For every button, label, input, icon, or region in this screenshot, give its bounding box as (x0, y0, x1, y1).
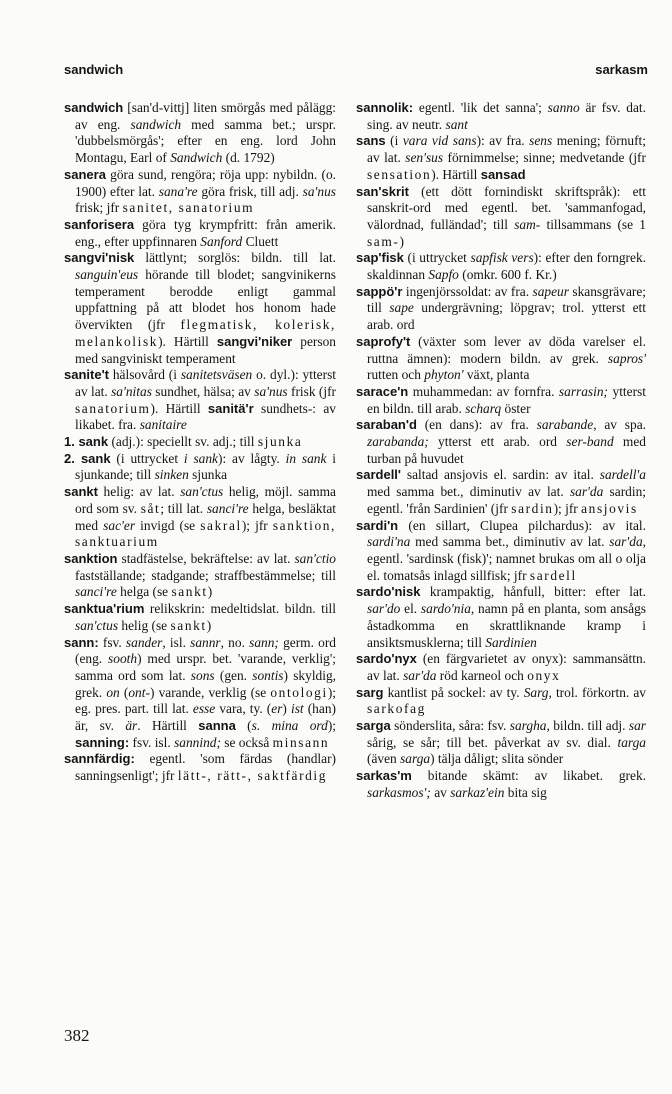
definition-text: sundhets-: av likabet. fra. (75, 400, 336, 433)
cross-reference: sakral (200, 517, 242, 533)
cross-reference: sjunka (257, 434, 303, 450)
definition-text: sjunka (188, 467, 228, 483)
definition-text: ): av fra. (476, 133, 530, 149)
italic-text: sanci're (206, 500, 249, 516)
italic-text: sen'sus (405, 150, 444, 166)
headword: sankt (64, 484, 98, 500)
definition-text: med turban på huvudet (367, 434, 646, 466)
definition-text: helig, möjl. samma ord som sv. (75, 484, 336, 516)
definition-text: invigd (se (135, 517, 201, 533)
definition-text: ): av lågty. (218, 450, 286, 466)
italic-text: ont- (128, 684, 150, 700)
definition-text: (han) är, sv. (75, 701, 336, 734)
headword: sardo'nyx (356, 651, 417, 667)
italic-text: sana're (158, 183, 198, 199)
italic-text: sar'da (403, 667, 437, 683)
italic-text: sape (389, 300, 414, 316)
cross-reference: minsann (272, 734, 330, 750)
definition-text: rutten och (367, 367, 425, 383)
headword: sandwich (64, 100, 124, 115)
definition-text: ) (399, 233, 404, 249)
dictionary-entry (356, 250, 646, 283)
italic-text: sanitaire (139, 417, 187, 433)
definition-text: bita sig (504, 784, 547, 800)
dictionary-entry (356, 467, 646, 517)
definition-text: (en sillart, Clupea pilchardus): av ital. (398, 517, 646, 533)
definition-text: med samma bet., diminutiv av lat. (367, 484, 570, 500)
definition-text: fastställande; stadgande; straffbestämmelse; till (75, 567, 336, 583)
definition-text: Cluett (242, 233, 279, 249)
headword: sans (356, 133, 386, 149)
definition-text: (en dans): av fra. (416, 417, 537, 433)
italic-text: sontis (252, 667, 284, 683)
definition-text: stadfästelse, bekräftelse: av lat. (117, 550, 295, 566)
italic-text: sa'nus (254, 383, 288, 399)
headword: san'skrit (356, 183, 409, 199)
italic-text: i sank (183, 450, 218, 466)
definition-text: ( (235, 718, 252, 734)
dictionary-entry (356, 584, 646, 651)
headword: sap'fisk (356, 250, 404, 266)
page-number: 382 (64, 1026, 90, 1045)
definition-text: med samma bet., diminutiv av lat. (410, 534, 610, 550)
definition-text: förnimmelse; sinne; medvetande (jfr (443, 150, 646, 166)
dictionary-entry (64, 217, 336, 250)
dictionary-entry (356, 518, 646, 585)
italic-text: targa (617, 734, 646, 750)
italic-text: sens (529, 133, 553, 149)
definition-text: ). Härtill (158, 333, 217, 349)
italic-text: sannr (190, 634, 221, 650)
italic-text: zarabanda; (367, 434, 429, 450)
cross-reference: sanktion, sanktuarium (75, 517, 336, 550)
headword: sansad (480, 166, 526, 182)
cross-reference: sensation (367, 166, 432, 182)
italic-text: scharq (465, 400, 502, 416)
cross-reference: onyx (527, 667, 561, 683)
italic-text: sandwich (130, 116, 182, 132)
definition-text: (ett dött fornindiskt skriftspråk): ett sanskrit-ord med egentl. bet. 'sammanfogad, välordnad, fulländad'; till (367, 183, 646, 232)
definition-text: egentl. 'lik det sanna'; (413, 100, 548, 115)
italic-text: sanci're (75, 584, 117, 600)
definition-text: röd karneol och (436, 667, 528, 683)
dictionary-entry (64, 601, 336, 634)
headword: sannolik: (356, 100, 414, 115)
definition-text: ) (207, 584, 213, 600)
definition-text: ) med urspr. bet. 'varande, verklig'; samma ord som lat. (75, 651, 336, 683)
italic-text: Sapfo (428, 267, 459, 283)
dictionary-entry (356, 334, 646, 384)
definition-text: ). Härtill (150, 400, 208, 416)
definition-text: , bildn. till adj. (546, 718, 629, 734)
italic-text: sander (125, 634, 163, 650)
italic-text: sant (445, 116, 468, 132)
definition-text: (växter som lever av döda varelser el. ruttna ämnen): modern bildn. av grek. (367, 333, 646, 366)
cross-reference: sarkofag (367, 701, 426, 717)
dictionary-entry (64, 250, 336, 367)
definition-text: helga, besläktat med (75, 500, 336, 533)
headword: sarkas'm (356, 768, 412, 784)
definition-text: ). Härtill (431, 166, 481, 182)
dictionary-entry (64, 100, 336, 167)
definition-text: (adj.): speciellt sv. adj.; till (108, 434, 258, 450)
definition-text: (omkr. 600 f. Kr.) (458, 267, 557, 283)
cross-reference: sanatorium (75, 400, 151, 416)
dictionary-entry (356, 651, 646, 684)
definition-text: ; till lat. (160, 500, 207, 516)
cross-reference: sankt (170, 617, 207, 633)
definition-text: o. dyl.): ytterst av lat. (75, 367, 336, 399)
italic-text: san'ctus (75, 617, 119, 633)
cross-reference: sardell (529, 567, 577, 583)
dictionary-entry (356, 133, 646, 183)
dictionary-entry (64, 484, 336, 551)
header-first-word: sandwich (64, 62, 124, 77)
headword: sappö'r (356, 283, 403, 299)
cross-reference: lätt-, rätt-, saktfärdig (177, 768, 328, 784)
headword: 1. sank (64, 434, 109, 450)
cross-reference: sankt (171, 584, 208, 600)
definition-text: germ. ord (eng. (75, 634, 336, 667)
definition-text: trol. förkortn. av (551, 684, 646, 700)
definition-text: ): efter den forngrek. skaldinnan (367, 250, 646, 283)
italic-text: sapfisk vers (470, 250, 534, 266)
italic-text: esse (192, 701, 216, 717)
italic-text: sarrasin; (558, 383, 609, 399)
definition-text: ) varande, verklig (se (149, 684, 271, 700)
italic-text: san'ctus (180, 484, 224, 500)
italic-text: sarkasmos'; (367, 784, 431, 800)
italic-text: san'ctio (294, 550, 336, 566)
definition-text: fsv. (98, 634, 126, 650)
definition-text: ) (206, 617, 212, 633)
definition-text: ); (327, 718, 337, 734)
left-column (64, 100, 336, 785)
right-column (356, 100, 646, 802)
definition-text: ) skyldig, grek. (75, 667, 336, 700)
definition-text: helga (se (116, 584, 172, 600)
definition-text: krampaktig, hånfull, bitter: efter lat. (420, 584, 646, 600)
italic-text: sardi'na (367, 534, 411, 550)
italic-text: sa'nus (302, 183, 337, 199)
definition-text: (d. 1792) (222, 150, 275, 166)
italic-text: sarabande (536, 417, 594, 433)
definition-text: i sjunkande; till (75, 450, 336, 483)
italic-text: in sank (285, 450, 327, 466)
italic-text: sanitetsväsen (180, 367, 253, 383)
italic-text: sar (628, 718, 646, 734)
definition-text: , no. (220, 634, 250, 650)
italic-text: sargha (509, 718, 547, 734)
italic-text: on (106, 684, 120, 700)
italic-text: Sardinien (485, 634, 537, 650)
headword: sanite't (64, 367, 109, 383)
definition-text: fsv. isl. (129, 734, 175, 750)
definition-text: helig (se (118, 617, 171, 633)
italic-text: sapros' (607, 350, 646, 366)
definition-text: göra sund, rengöra; röja upp: nybildn. (o. 1900) efter lat. (75, 166, 336, 199)
italic-text: sooth (108, 651, 138, 667)
headword: sanforisera (64, 216, 135, 232)
dictionary-entry (356, 718, 646, 768)
italic-text: sann; (249, 634, 279, 650)
italic-text: sardell'a (599, 467, 646, 483)
definition-text: bitande skämt: av likabet. grek. (411, 768, 646, 784)
headword: sangvi'niker (216, 333, 293, 349)
italic-text: sarga (400, 751, 431, 767)
definition-text: med samma bet.; urspr. 'dubbelsmörgås'; efter en eng. lord John Montagu, Earl of (75, 116, 336, 166)
italic-text: Sanford (200, 233, 243, 249)
definition-text: tillsammans (se 1 (540, 216, 646, 232)
italic-text: sa'nitas (111, 383, 152, 399)
definition-text: (gen. (214, 667, 253, 683)
headword: sanera (64, 166, 106, 182)
italic-text: sanno (547, 100, 580, 115)
definition-text: saltad ansjovis el. sardin: av ital. (401, 467, 600, 483)
italic-text: ser-band (566, 434, 614, 450)
dictionary-entry (356, 384, 646, 417)
definition-text: göra frisk, till adj. (197, 183, 303, 199)
header-last-word: sarkasm (595, 62, 648, 77)
dictionary-entry (64, 551, 336, 601)
cross-reference: såt (140, 500, 161, 516)
italic-text: sar'do (367, 601, 401, 617)
headword: saprofy't (356, 333, 411, 349)
definition-text: är fsv. dat. sing. av neutr. (367, 100, 646, 132)
definition-text: (i (385, 133, 403, 149)
cross-reference: sanitet, sanatorium (122, 200, 255, 216)
definition-text: sönderslita, såra: fsv. (390, 718, 510, 734)
definition-text: ( (119, 684, 129, 700)
definition-text: sardin; egentl. 'från Sardinien' (jfr (367, 484, 646, 516)
headword: sannfärdig: (64, 751, 135, 767)
definition-text: ingenjörssoldat: av fra. (402, 283, 533, 299)
dictionary-entry (64, 434, 336, 451)
headword: sardo'nisk (356, 584, 421, 600)
dictionary-entry (64, 367, 336, 434)
definition-text: växt, planta (463, 367, 530, 383)
dictionary-entry (356, 417, 646, 467)
definition-text: (i uttrycket (403, 250, 471, 266)
definition-text: helig: av lat. (97, 484, 181, 500)
italic-text: s. mina ord (251, 718, 328, 734)
cross-reference: ontologi (270, 684, 328, 700)
definition-text: undergrävning; löpgrav; trol. ytterst ett arab. ord (367, 300, 646, 333)
dictionary-entry (64, 167, 336, 217)
definition-text: muhammedan: av fornfra. (408, 383, 559, 399)
italic-text: sapeur (532, 283, 569, 299)
definition-text: ) tälja dåligt; slita sönder (430, 751, 564, 767)
italic-text: ist (290, 701, 304, 717)
definition-text: kantlist på sockel: av ty. (383, 684, 524, 700)
italic-text: sannind; (174, 734, 221, 750)
headword: sarace'n (356, 383, 409, 399)
definition-text: av (430, 784, 451, 800)
cross-reference: ansjovis (581, 500, 638, 516)
headword: sanning: (75, 734, 130, 750)
headword: saraban'd (356, 417, 417, 433)
definition-text: frisk; jfr (75, 200, 123, 216)
headword: sarga (356, 718, 391, 734)
dictionary-entry (356, 284, 646, 334)
headword: sanktua'rium (64, 601, 145, 617)
italic-text: sons (190, 667, 215, 683)
definition-text: mening; förnuft; av lat. (367, 133, 646, 166)
definition-text: ytterst ett arab. ord (428, 434, 567, 450)
definition-text: , av spa. (593, 417, 646, 433)
dictionary-entry (356, 685, 646, 718)
definition-text: , egentl. 'sardinsk (fisk)'; namnet brukas om all o olja el. tomatsås inlagd sillfisk; jfr (367, 534, 646, 583)
italic-text: phyton' (424, 367, 464, 383)
italic-text: Sarg, (523, 684, 552, 700)
definition-text: , isl. (162, 634, 191, 650)
definition-text: ytterst en bildn. till arab. (367, 383, 646, 416)
definition-text: frisk (jfr (287, 383, 336, 399)
headword: sanna (198, 718, 236, 734)
headword: sarg (356, 684, 384, 700)
dictionary-entry (356, 100, 646, 133)
definition-text: sundhet, hälsa; av (151, 383, 255, 399)
headword: sardi'n (356, 517, 399, 533)
definition-text: [san'd-vittj] liten smörgås med pålägg: av eng. (75, 100, 336, 132)
italic-text: sarkaz'ein (450, 784, 505, 800)
headword: 2. sank (64, 450, 111, 466)
definition-text: egentl. 'som färdas (handlar) sanningsenligt'; jfr (75, 751, 336, 784)
dictionary-entry (64, 635, 336, 752)
italic-text: vara vid sans (402, 133, 477, 149)
running-header (64, 62, 648, 84)
definition-text: person med sangviniskt temperament (75, 333, 336, 366)
definition-text: sårig, se sår; till bet. påverkat av sv. dial. (367, 734, 618, 750)
italic-text: sinken (154, 467, 189, 483)
headword: sann: (64, 634, 99, 650)
definition-text: relikskrin: medeltidslat. bildn. till (144, 601, 336, 617)
italic-text: sam- (514, 216, 541, 232)
dictionary-entry (64, 751, 336, 784)
definition-text: ) (282, 701, 291, 717)
definition-text: (i uttrycket (110, 450, 184, 466)
italic-text: sardo'nia (420, 601, 471, 617)
definition-text: , namn på en planta, som ansågs åstadkomma en skrattliknande kramp i ansiktsmusklerna; till (367, 601, 646, 650)
definition-text: (även (367, 751, 401, 767)
italic-text: är (125, 718, 138, 734)
definition-text: hälsovård (i (109, 367, 181, 383)
dictionary-entry (64, 451, 336, 484)
definition-text: ); eg. pres. part. till lat. (75, 684, 336, 717)
cross-reference: flegmatisk, kolerisk, melankolisk (75, 317, 337, 349)
headword: sardell' (356, 467, 402, 483)
definition-text: ); jfr (553, 500, 582, 516)
dictionary-entry (356, 768, 646, 801)
definition-text: göra tyg krympfritt: från amerik. eng., efter uppfinnaren (75, 216, 336, 249)
italic-text: sar'da (569, 484, 604, 500)
headword: sanitä'r (207, 400, 254, 416)
definition-text: ); jfr (241, 517, 273, 533)
definition-text: . Härtill (137, 718, 199, 734)
italic-text: Sandwich (170, 150, 223, 166)
dictionary-entry (356, 184, 646, 251)
headword: sanktion (64, 550, 118, 566)
cross-reference: sam- (367, 233, 400, 249)
italic-text: sac'er (103, 517, 136, 533)
headword: sangvi'nisk (64, 250, 135, 266)
italic-text: sar'da (609, 534, 643, 550)
definition-text: (en färgvarietet av onyx): sammansättn. av lat. (367, 651, 646, 683)
cross-reference: sardin (511, 500, 554, 516)
definition-text: öster (501, 400, 531, 416)
definition-text: se också (220, 734, 273, 750)
definition-text: hörande till blodet; sangvinikerns temperament berodde enligt gammal uppfattning på att blodet hos honom hade övervikten (jfr (75, 267, 336, 333)
definition-text: vara, ty. ( (215, 701, 272, 717)
definition-text: el. (400, 601, 421, 617)
italic-text: er (271, 701, 283, 717)
definition-text: skansgrävare; till (367, 283, 647, 316)
italic-text: sanguin'eus (75, 267, 139, 283)
definition-text: lättlynt; sorglös: bildn. till lat. (134, 250, 336, 266)
